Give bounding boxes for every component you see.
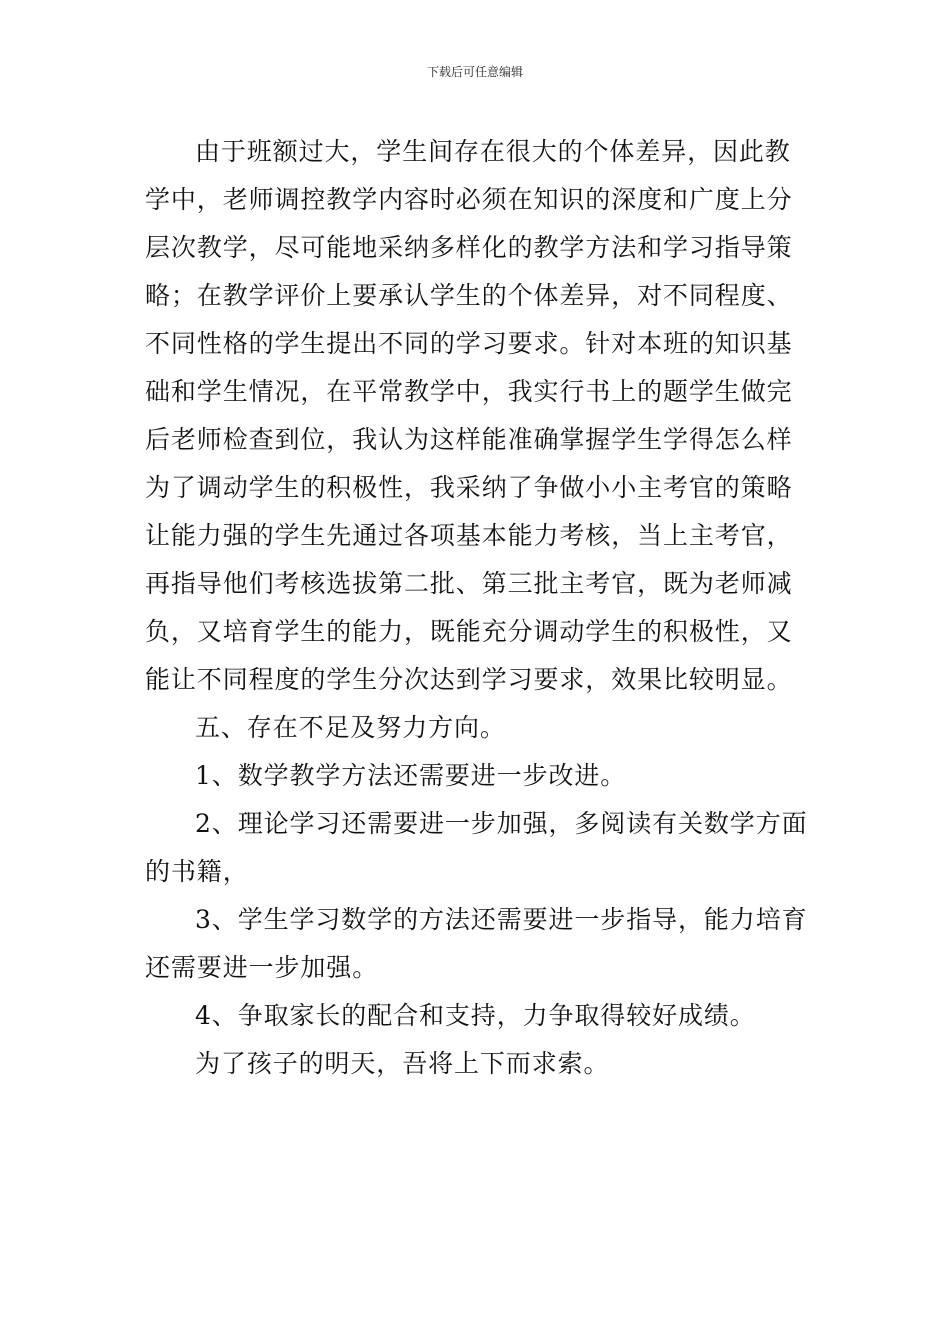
list-item-theory-study: 2、理论学习还需要进一步加强，多阅读有关数学方面的书籍， [145,809,808,886]
list-item-teaching-method: 1、数学教学方法还需要进一步改进。 [195,761,627,790]
page-header: 下载后可任意编辑 [426,65,523,79]
section-heading-shortcomings: 五、存在不足及努力方向。 [195,713,506,742]
closing-sentence: 为了孩子的明天，吾将上下而求索。 [195,1049,610,1078]
paragraph-teaching-strategy: 由于班额过大，学生间存在很大的个体差异，因此教学中，老师调控教学内容时必须在知识的深度和广度上分层次教学，尽可能地采纳多样化的教学方法和学习指导策略；在教学评价上要承认学生的个体差异，对不同程度、不同性格的学生提出不同的学习要求。针对本班的知识基础和学生情况，在平常教学中，我实行书上的题学生做完后老师检查到位，我认为这样能准确掌握学生学得怎么样为了调动学生的积极性，我采纳了争做小小主考官的策略让能力强的学生先通过各项基本能力考核，当上主考官，再指导他们考核选拔第二批、第三批主考官，既为老师减负，又培育学生的能力，既能充分调动学生的积极性，又能让不同程度的学生分次达到学习要求，效果比较明显。 [145,137,793,694]
document-body [145,128,810,1088]
list-item-student-guidance: 3、学生学习数学的方法还需要进一步指导，能力培育还需要进一步加强。 [145,905,808,982]
list-item-parent-support: 4、争取家长的配合和支持，力争取得较好成绩。 [195,1001,756,1030]
